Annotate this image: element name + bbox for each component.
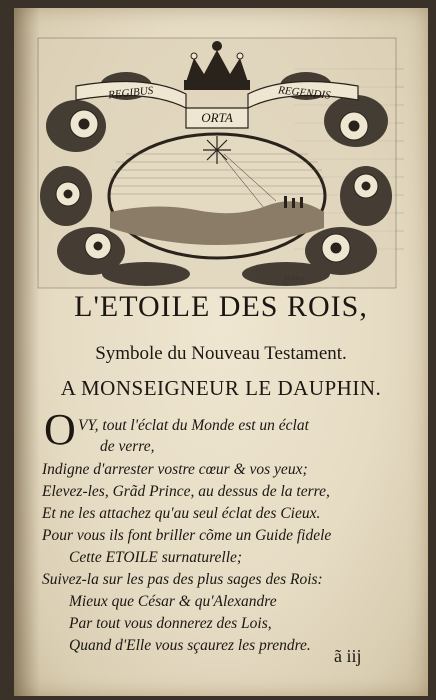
- poem-line-9: Mieux que César & qu'Alexandre: [69, 593, 277, 610]
- poem-line-7: Cette ETOILE surnaturelle;: [69, 549, 243, 566]
- banner-left-text: REGIBUS: [107, 84, 154, 102]
- poem-line-1: VY, tout l'éclat du Monde est un éclat: [78, 417, 309, 434]
- poem-line-6: Pour vous ils font briller cõme un Guide fidele: [42, 527, 332, 544]
- book-page: [14, 8, 428, 696]
- poem-line-2: de verre,: [100, 438, 155, 455]
- poem-line-8: Suivez-la sur les pas des plus sages des Rois:: [42, 571, 323, 588]
- vignette-illustration: [36, 36, 398, 290]
- poem-line-5: Et ne les attachez qu'au seul éclat des Cieux.: [42, 505, 321, 522]
- banner-center-text: ORTA: [201, 110, 233, 125]
- dedication-heading: A MONSEIGNEUR LE DAUPHIN.: [60, 376, 382, 400]
- page-subtitle: Symbole du Nouveau Testament.: [95, 343, 347, 364]
- drop-cap: O: [44, 405, 76, 454]
- engraved-vignette: [36, 36, 398, 290]
- engraver-mark: Le Clerc: [284, 276, 305, 282]
- poem-line-3: Indigne d'arrester vostre cœur & vos yeux;: [42, 461, 308, 478]
- poem-line-10: Par tout vous donnerez des Lois,: [69, 615, 272, 632]
- poem-line-4: Elevez-les, Grãd Prince, au dessus de la terre,: [42, 483, 330, 500]
- page-title: L'ETOILE DES ROIS,: [74, 290, 368, 323]
- poem-line-11: Quand d'Elle vous sçaurez les prendre.: [69, 637, 311, 654]
- signature-mark: ã iij: [334, 646, 362, 666]
- banner-right-text: REGENDIS: [277, 84, 332, 102]
